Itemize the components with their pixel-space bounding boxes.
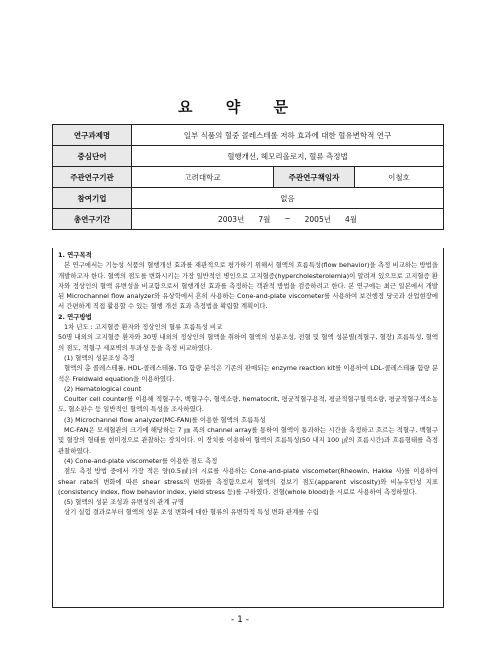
participant-value: 없음 — [132, 188, 444, 209]
paragraph: 1차 년도 : 고지혈증 환자와 정상인의 혈류 흐름특성 비교 — [64, 323, 223, 332]
table-row — [53, 188, 444, 209]
org-label: 주관연구기관 — [53, 167, 132, 188]
page-title: 요 약 문 — [178, 98, 302, 116]
paragraph: 상기 실험 결과로부터 혈액의 성분 조성 변화에 대한 혈류의 유변학적 특성 변화 관계를 수립 — [64, 508, 319, 517]
project-label: 연구과제명 — [53, 125, 132, 146]
period-end-month: 4월 — [344, 214, 358, 224]
pi-label: 주관연구책임자 — [274, 167, 355, 188]
project-value: 일부 식품의 혈중 콜레스테롤 저하 효과에 대한 혈유변학적 연구 — [132, 125, 444, 146]
paragraph: 50명 내외의 고지혈증 환자와 30명 내외의 정상인의 혈액을 취하여 혈액의 성분조성, 전혈 및 혈액 성분별(적혈구, 혈장) 흐름특성, 혈액의 점도, 적혈구 세포벽의 투과성 등을 측정 비교하였다. — [58, 333, 438, 352]
field-label: 중심단어 — [53, 146, 132, 167]
table-row — [53, 209, 444, 230]
info-table — [52, 124, 444, 230]
subheading: (1) 혈액의 성분조성 측정 — [64, 353, 135, 362]
section-heading: 1. 연구목적 — [58, 251, 92, 259]
org-value: 고려대학교 — [132, 167, 274, 188]
subheading: (2) Hematological count — [64, 384, 142, 393]
period-value — [132, 209, 444, 230]
paragraph: 본 연구에서는 기능성 식품의 혈행개선 효과를 재관적으로 평가하기 위해서 혈액의 흐름특성(flow behavior)을 측정 비교하는 방법을 개발하고자 한다. 혈액의 점도를 변화시키는 가장 일반적인 병인으로 고지혈증(hypercholesterolemia)이 알려져 있으므로 고지혈증 환자와 정상인의 혈액 유변성을 비교함으로서 혈행개선 효과를 측정하는 객관적 방법을 검증하려고 한다. 본 연구에는 최근 일본에서 개발된 Microchannel flow analyzer와 유상학에서 흔히 사용하는 Cone-and-plate viscometer를 사용하여 보건행정 당국과 산업현장에서 간편하게 직접 활용할 수 있는 혈행 개선 효과 측정법을 확립할 계획이다. — [58, 261, 438, 311]
table-row — [53, 125, 444, 146]
subheading: (4) Cone-and-plate viscometer를 이용한 점도 측정 — [64, 456, 218, 465]
paragraph: Coulter cell counter를 이용해 적혈구수, 백혈구수, 혈색소량, hematocrit, 평균적혈구용적, 평균적혈구혈색소량, 평균적혈구색소농도, 혈소판수 등 일반적인 혈액의 특성을 조사하였다. — [58, 395, 438, 414]
subheading: (3) Microchannel flow analyzer(MC-FAN)를 이용한 혈액의 흐름특성 — [64, 415, 266, 424]
paragraph: 점도 측정 방법 중에서 가장 적은 양(0.5㎖)의 시료를 사용하는 Cone-and-plate viscometer(Rheowin, Hakke 사)를 이용하여 shear rate의 변화에 따른 shear stress의 변화를 측정함으로서 혈액의 겉보기 점도(apparent viscosity)와 비뉴우턴성 지표(consistency index, flow behavior index, yield stress 등)를 구하였다. 전혈(whole blood)을 시료로 사용하여 측정하였다. — [58, 467, 438, 496]
subheading: (5) 혈액의 성분 조성과 유변성의 관계 규명 — [64, 498, 185, 507]
section-heading: 2. 연구방법 — [58, 312, 92, 321]
table-row — [53, 146, 444, 167]
paragraph: MC-FAN은 모세혈관의 크기에 해당하는 7 ㎛ 폭의 channel array를 통하여 혈액이 통과하는 시간을 측정하고 흐르는 적혈구, 백혈구 및 혈장의 형태를 현미경으로 관찰하는 장치이다. 이 장치를 이용하여 혈액의 흐름특성(50 내지 100 ㎕의 흐름시간)과 흐름형태를 측정 관찰하였다. — [58, 426, 438, 455]
summary-body — [52, 248, 444, 608]
page-number: - 1 - — [231, 615, 249, 625]
participant-label: 참여기업 — [53, 188, 132, 209]
table-row — [53, 167, 444, 188]
period-start-year: 2003년 — [217, 214, 245, 224]
pi-value: 이철호 — [355, 167, 444, 188]
period-start-month: 7월 — [258, 214, 271, 224]
paragraph: 혈액의 총 콜레스테롤, HDL-콜레스테롤, TG 함량 분석은 기존의 판매되는 enzyme reaction kit를 이용하여 LDL-콜레스테롤 함량 분석은 Freidwald equation을 이용하였다. — [58, 364, 438, 383]
period-end-year: 2005년 — [304, 214, 331, 224]
field-value: 혈행개선, 헤모리올로지, 혈류 측정법 — [132, 146, 444, 167]
period-label: 총연구기간 — [53, 209, 132, 230]
period-sep: ~ — [284, 213, 291, 223]
